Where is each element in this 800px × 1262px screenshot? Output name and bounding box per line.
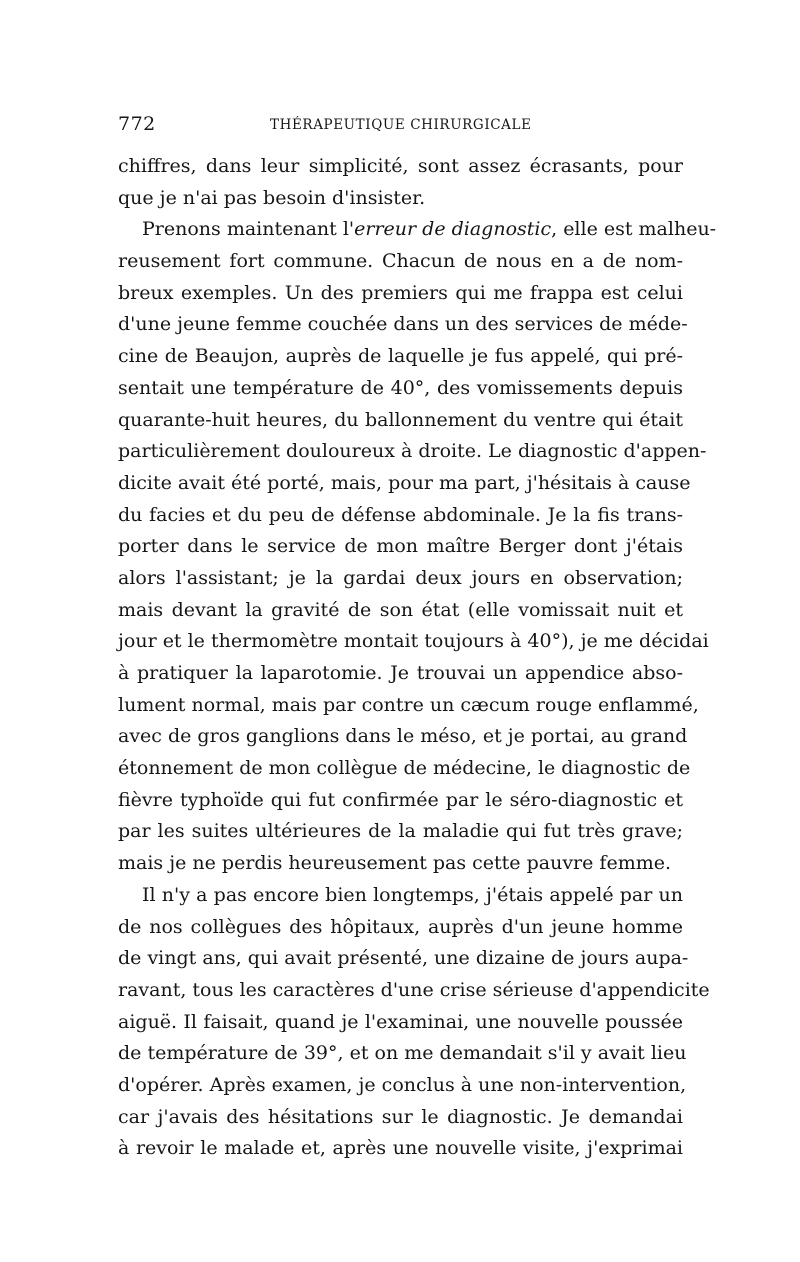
text-line: fièvre typhoïde qui fut confirmée par le séro-diagnostic et <box>118 788 683 811</box>
text-line <box>118 214 717 246</box>
text-line: avec de gros ganglions dans le méso, et je portai, au grand <box>118 725 688 748</box>
text-line: à pratiquer la laparotomie. Je trouvai un appendice abso- <box>118 662 683 684</box>
text-run: , elle est malheu- <box>551 218 717 241</box>
text-line: d'une jeune femme couchée dans un des services de méde- <box>118 313 688 336</box>
page-number: 772 <box>118 113 156 135</box>
body-text <box>118 151 717 1165</box>
text-line: que je n'ai pas besoin d'insister. <box>118 186 426 209</box>
italic-phrase: erreur de diagnostic <box>354 218 552 241</box>
text-line: lument normal, mais par contre un cæcum rouge enflammé, <box>118 693 699 716</box>
text-line: jour et le thermomètre montait toujours à 40°), je me décidai <box>118 630 709 653</box>
running-title: THÉRAPEUTIQUE CHIRURGICALE <box>270 117 532 133</box>
text-line: d'opérer. Après examen, je conclus à une non-intervention, <box>118 1073 687 1096</box>
text-line: sentait une température de 40°, des vomissements depuis <box>118 376 683 399</box>
text-line: mais devant la gravité de son état (elle vomissait nuit et <box>118 598 683 621</box>
text-line: étonnement de mon collègue de médecine, le diagnostic de <box>118 757 691 780</box>
text-line: du facies et du peu de défense abdominale. Je la fis trans- <box>118 503 683 526</box>
text-line: ravant, tous les caractères d'une crise sérieuse d'appendicite <box>118 978 710 1001</box>
text-line: à revoir le malade et, après une nouvelle visite, j'exprimai <box>118 1137 683 1160</box>
text-line: quarante-huit heures, du ballonnement du ventre qui était <box>118 408 683 431</box>
text-line: dicite avait été porté, mais, pour ma part, j'hésitais à cause <box>118 471 691 494</box>
text-line: porter dans le service de mon maître Berger dont j'étais <box>118 535 683 558</box>
text-line: alors l'assistant; je la gardai deux jours en observation; <box>118 566 683 589</box>
text-line: breux exemples. Un des premiers qui me frappa est celui <box>118 281 683 304</box>
text-line: de température de 39°, et on me demandait s'il y avait lieu <box>118 1042 687 1065</box>
text-line: mais je ne perdis heureusement pas cette pauvre femme. <box>118 852 672 875</box>
text-line: cine de Beaujon, auprès de laquelle je fus appelé, qui pré- <box>118 345 683 368</box>
text-line: reusement fort commune. Chacun de nous en a de nom- <box>118 250 683 273</box>
text-run: Prenons maintenant l' <box>142 218 355 241</box>
text-line: aiguë. Il faisait, quand je l'examinai, une nouvelle poussée <box>118 1010 683 1033</box>
text-line: chiffres, dans leur simplicité, sont assez écrasants, pour <box>118 155 683 177</box>
text-line: particulièrement douloureux à droite. Le diagnostic d'appen- <box>118 440 707 463</box>
text-line: de nos collègues des hôpitaux, auprès d'un jeune homme <box>118 915 683 938</box>
text-line: par les suites ultérieures de la maladie qui fut très grave; <box>118 820 683 843</box>
text-line: Il n'y a pas encore bien longtemps, j'étais appelé par un <box>142 883 683 906</box>
text-line: de vingt ans, qui avait présenté, une dizaine de jours aupa- <box>118 947 689 970</box>
page-header <box>118 113 682 143</box>
text-line: car j'avais des hésitations sur le diagnostic. Je demandai <box>118 1105 683 1128</box>
